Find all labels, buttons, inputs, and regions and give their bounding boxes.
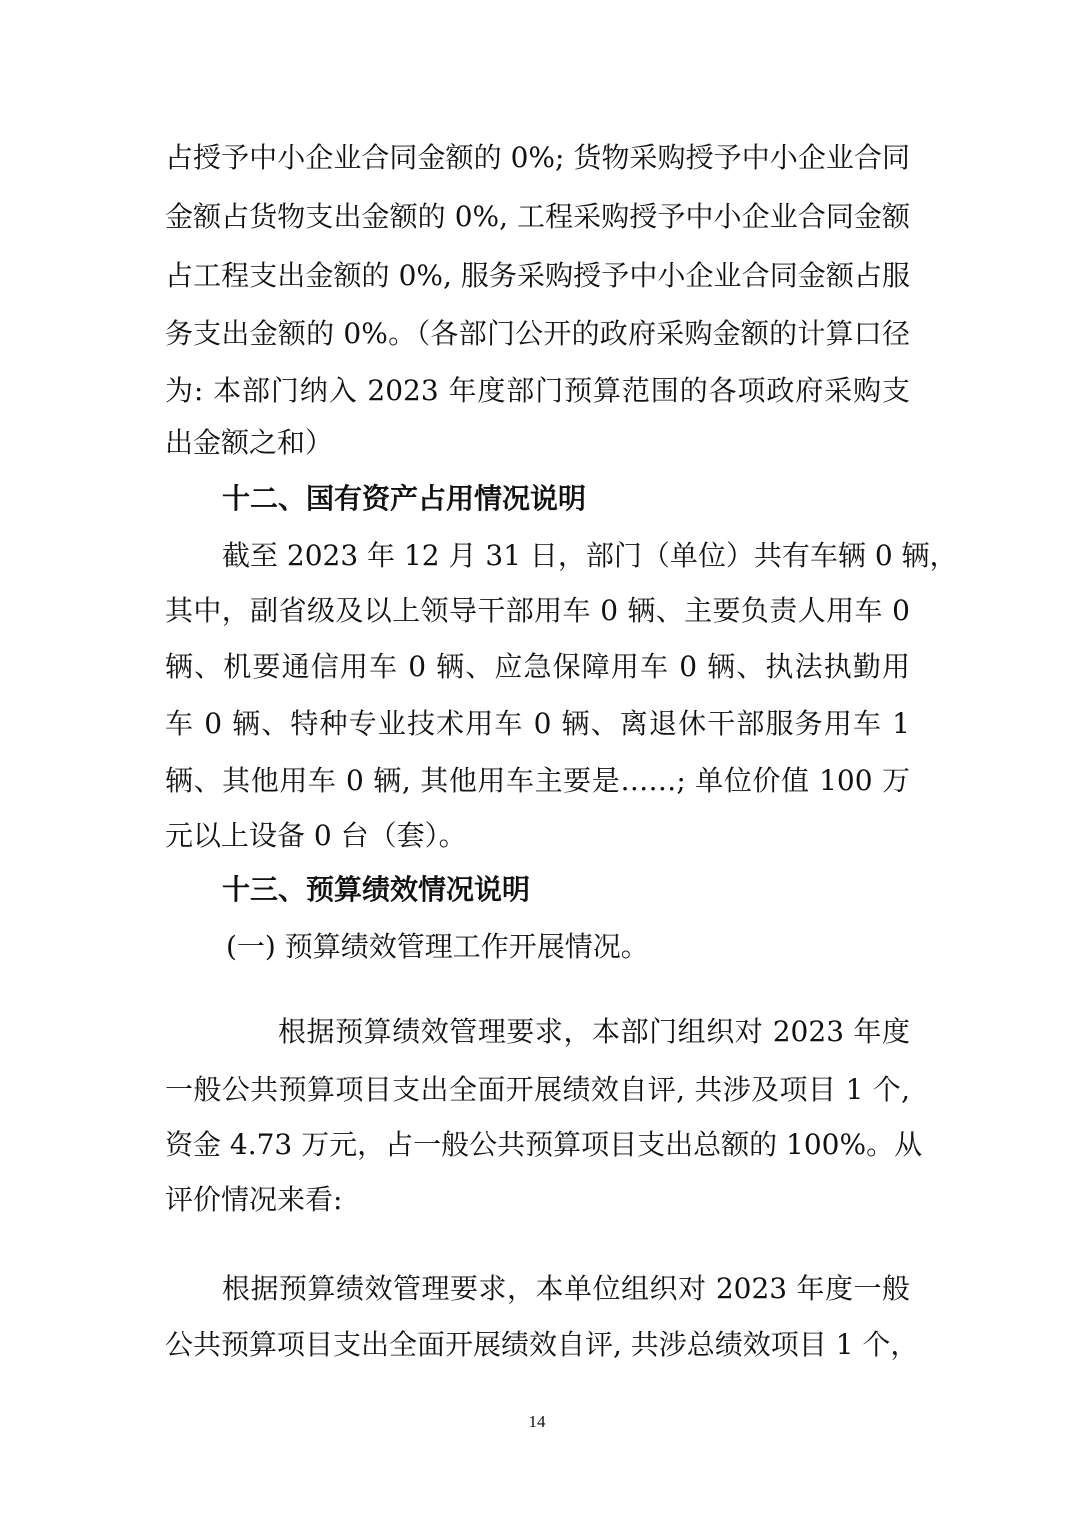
body-text-line: 占授予中小企业合同金额的 0%; 货物采购授予中小企业合同 xyxy=(165,141,910,174)
body-text-line: 为: 本部门纳入 2023 年度部门预算范围的各项政府采购支 xyxy=(165,374,910,407)
body-text-line: 截至 2023 年 12 月 31 日，部门（单位）共有车辆 0 辆， xyxy=(222,539,958,572)
body-text-line: 金额占货物支出金额的 0%, 工程采购授予中小企业合同金额 xyxy=(165,200,910,233)
body-text-line: 元以上设备 0 台（套）。 xyxy=(165,819,467,852)
body-text-line: 一般公共预算项目支出全面开展绩效自评, 共涉及项目 1 个, xyxy=(165,1073,910,1106)
body-text-line: 根据预算绩效管理要求，本单位组织对 2023 年度一般 xyxy=(222,1272,910,1305)
page-number: 14 xyxy=(528,1412,546,1431)
section-heading: 十三、预算绩效情况说明 xyxy=(222,873,531,906)
body-text-line: 辆、机要通信用车 0 辆、应急保障用车 0 辆、执法执勤用 xyxy=(165,650,910,683)
body-text-line: 资金 4.73 万元，占一般公共预算项目支出总额的 100%。从 xyxy=(165,1128,923,1161)
body-text-line: 车 0 辆、特种专业技术用车 0 辆、离退休干部服务用车 1 xyxy=(165,707,910,740)
subsection-heading: (一) 预算绩效管理工作开展情况。 xyxy=(226,930,649,963)
body-text-line: 出金额之和） xyxy=(165,426,334,459)
body-text-line: 根据预算绩效管理要求，本部门组织对 2023 年度 xyxy=(278,1015,910,1048)
body-text-line: 务支出金额的 0%。（各部门公开的政府采购金额的计算口径 xyxy=(165,317,910,350)
section-heading: 十二、国有资产占用情况说明 xyxy=(222,482,587,515)
body-text-line: 其中，副省级及以上领导干部用车 0 辆、主要负责人用车 0 xyxy=(165,594,910,627)
body-text-line: 公共预算项目支出全面开展绩效自评, 共涉总绩效项目 1 个， xyxy=(165,1328,919,1361)
body-text-line: 占工程支出金额的 0%, 服务采购授予中小企业合同金额占服 xyxy=(165,259,910,292)
body-text-line: 辆、其他用车 0 辆, 其他用车主要是……; 单位价值 100 万 xyxy=(165,764,910,797)
body-text-line: 评价情况来看: xyxy=(165,1183,343,1216)
